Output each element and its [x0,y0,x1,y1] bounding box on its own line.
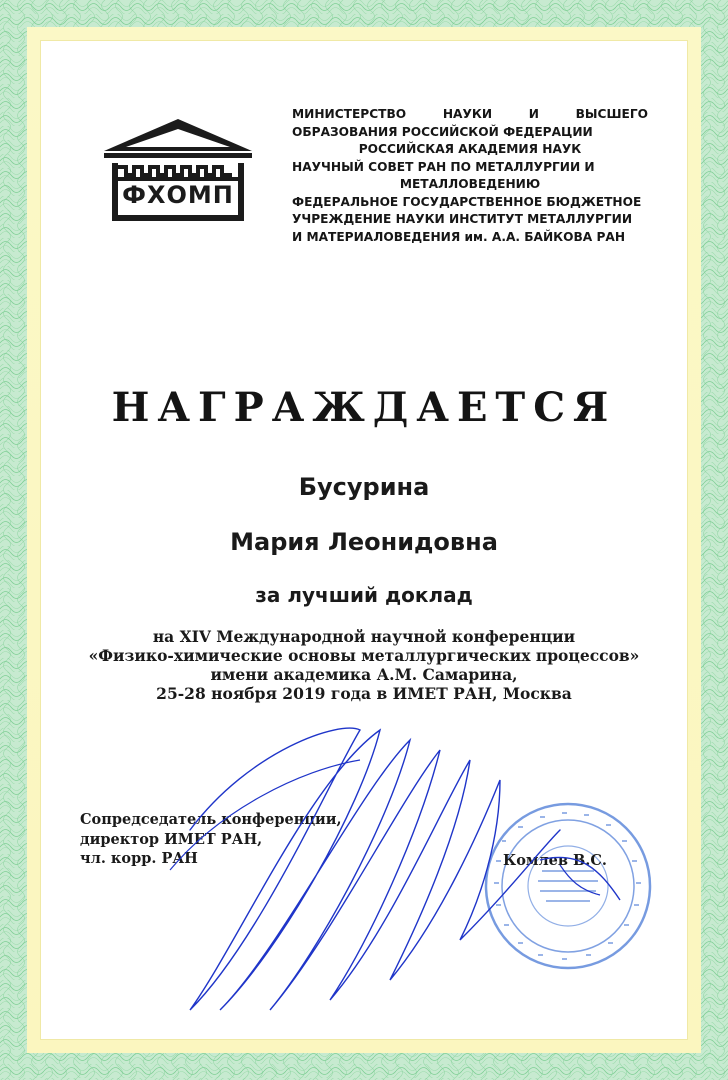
organization-header [292,106,648,246]
recipient-surname: Бусурина [298,473,430,501]
logo-text: ФХОМП [122,181,234,209]
org-line: ОБРАЗОВАНИЯ РОССИЙСКОЙ ФЕДЕРАЦИИ [292,124,593,139]
signatory-line: директор ИМЕТ РАН, [80,830,263,848]
conference-line: «Физико-химические основы металлургических процессов» [88,646,640,665]
signatory-line: Сопредседатель конференции, [80,811,342,828]
org-line: РОССИЙСКАЯ АКАДЕМИЯ НАУК [358,142,582,156]
conference-line: на XIV Международной научной конференции [152,627,576,646]
institution-logo [102,117,266,227]
award-reason: за лучший доклад [255,583,473,607]
conference-line: 25-28 ноября 2019 года в ИМЕТ РАН, Москва [156,684,572,703]
org-line: ФЕДЕРАЛЬНОЕ ГОСУДАРСТВЕННОЕ БЮДЖЕТНОЕ [292,194,642,209]
signatory-name: Комлев В.С. [503,852,607,869]
handwritten-signature [160,690,630,1020]
org-line: МИНИСТЕРСТВО НАУКИ И ВЫСШЕГО [292,107,648,121]
logo-building-icon [102,117,266,227]
signatory-line: чл. корр. РАН [80,850,198,867]
recipient-given-names: Мария Леонидовна [230,528,498,556]
award-heading: НАГРАЖДАЕТСЯ [111,384,617,431]
conference-line: имени академика А.М. Самарина, [210,665,518,684]
org-line: НАУЧНЫЙ СОВЕТ РАН ПО МЕТАЛЛУРГИИ И [292,159,595,174]
org-line: И МАТЕРИАЛОВЕДЕНИЯ им. А.А. БАЙКОВА РАН [292,229,626,244]
org-line: УЧРЕЖДЕНИЕ НАУКИ ИНСТИТУТ МЕТАЛЛУРГИИ [292,212,633,226]
org-line: МЕТАЛЛОВЕДЕНИЮ [399,177,541,191]
